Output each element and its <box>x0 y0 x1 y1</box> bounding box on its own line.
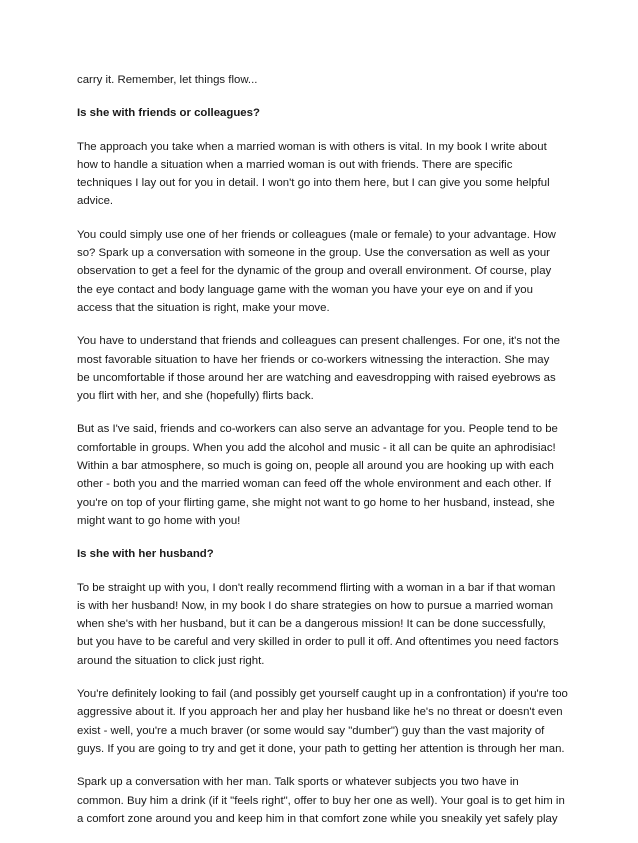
text-line: you flirt with her, and she (hopefully) flirts back. <box>77 390 314 403</box>
document-page <box>77 71 597 843</box>
paragraph <box>77 685 597 758</box>
paragraph <box>77 71 597 89</box>
text-line: other - both you and the married woman can feed off the whole environment and each other. If <box>77 478 552 491</box>
text-line: might want to go home with you! <box>77 514 241 527</box>
text-line: a comfort zone around you and keep him in that comfort zone while you sneakily yet safely play <box>77 812 558 825</box>
text-line: comfortable in groups. When you add the alcohol and music - it all can be quite an aphrodisiac! <box>77 441 556 454</box>
text-line: is with her husband! Now, in my book I do share strategies on how to pursue a married woman <box>77 599 554 612</box>
text-line: so? Spark up a conversation with someone in the group. Use the conversation as well as your <box>77 247 550 260</box>
text-line: To be straight up with you, I don't really recommend flirting with a woman in a bar if that woman <box>77 581 556 594</box>
paragraph <box>77 138 597 211</box>
text-line: how to handle a situation when a married woman is out with friends. There are specific <box>77 158 513 171</box>
paragraph <box>77 579 597 670</box>
text-line: common. Buy him a drink (if it "feels right", offer to buy her one as well). Your goal is to get him in <box>77 794 565 807</box>
text-line: but you have to be careful and very skilled in order to pull it off. And oftentimes you need factors <box>77 636 559 649</box>
paragraph <box>77 332 597 405</box>
text-line: observation to get a feel for the dynamic of the group and overall environment. Of course, play <box>77 265 552 278</box>
text-line: access that the situation is right, make your move. <box>77 301 330 314</box>
text-line: Spark up a conversation with her man. Talk sports or whatever subjects you two have in <box>77 776 519 789</box>
text-line: You have to understand that friends and colleagues can present challenges. For one, it's not the <box>77 335 561 348</box>
text-line: around the situation to click just right. <box>77 654 265 667</box>
section-heading: Is she with her husband? <box>77 548 214 561</box>
text-line: advice. <box>77 195 114 208</box>
text-line: be uncomfortable if those around her are watching and eavesdropping with raised eyebrows as <box>77 371 556 384</box>
text-line: techniques I lay out for you in detail. I won't go into them here, but I can give you some helpful <box>77 177 550 190</box>
text-line: guys. If you are going to try and get it done, your path to getting her attention is through her man. <box>77 742 565 755</box>
section-heading: Is she with friends or colleagues? <box>77 107 260 120</box>
text-line: You could simply use one of her friends or colleagues (male or female) to your advantage. How <box>77 228 556 241</box>
text-line: aggressive about it. If you approach her and play her husband like he's no threat or doesn't even <box>77 706 563 719</box>
text-line: the eye contact and body language game with the woman you have your eye on and if you <box>77 283 533 296</box>
text-line: You're definitely looking to fail (and possibly get yourself caught up in a confrontation) if you're too <box>77 688 568 701</box>
text-line: carry it. Remember, let things flow... <box>77 74 258 86</box>
text-line: Within a bar atmosphere, so much is going on, people all around you are hooking up with each <box>77 460 554 473</box>
paragraph <box>77 226 597 317</box>
paragraph <box>77 420 597 530</box>
text-line: you're on top of your flirting game, she might not want to go home to her husband, instead, she <box>77 496 555 509</box>
text-line: when she's with her husband, but it can be a dangerous mission! It can be done successfully, <box>77 618 546 631</box>
text-line: exist - well, you're a much braver (or some would say "dumber") guy than the vast majority of <box>77 724 545 737</box>
text-line: But as I've said, friends and co-workers can also serve an advantage for you. People tend to be <box>77 423 558 436</box>
paragraph <box>77 773 597 828</box>
text-line: most favorable situation to have her friends or co-workers witnessing the interaction. She may <box>77 353 550 366</box>
text-line: The approach you take when a married woman is with others is vital. In my book I write about <box>77 140 547 153</box>
